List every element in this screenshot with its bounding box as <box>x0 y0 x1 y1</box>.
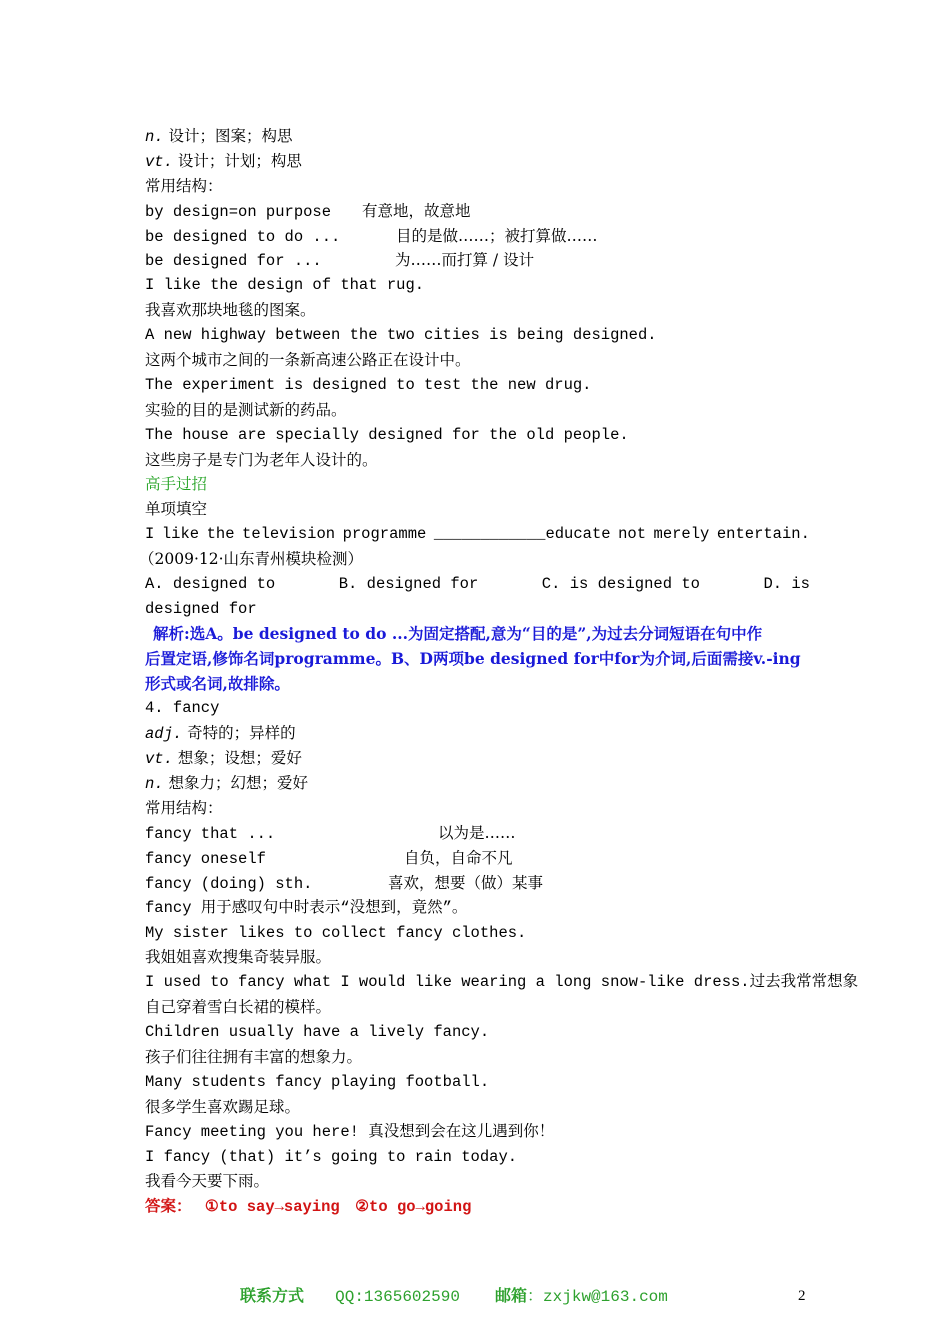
structure-row: fancy oneself 自负，自命不凡 <box>145 848 513 868</box>
page-number: 2 <box>798 1288 806 1304</box>
example-zh: 自己穿着雪白长裙的模样。 <box>145 998 332 1017</box>
structures-label: 常用结构： <box>145 176 223 195</box>
example-en: I like the design of that rug. <box>145 276 425 295</box>
analysis-line: 后置定语,修饰名词programme。B、D两项be designed for中for为介词,后面需接v.-ing <box>145 648 801 668</box>
example-en: Many students fancy playing football. <box>145 1072 490 1091</box>
usage-note: fancy 用于感叹句中时表示“没想到，竟然”。 <box>145 898 468 917</box>
structure-row: be designed to do ... 目的是做……；被打算做…… <box>145 226 598 246</box>
exercise-option-d-cont: designed for <box>145 599 257 618</box>
structure-row: be designed for ... 为……而打算 / 设计 <box>145 251 535 271</box>
footer-contact <box>240 1284 668 1308</box>
answer-label: 答案： <box>145 1196 192 1216</box>
exercise-type: 单项填空 <box>145 500 208 519</box>
example-zh: 很多学生喜欢踢足球。 <box>145 1097 301 1116</box>
exercise-question: I like the television programme ____________educate not merely entertain. <box>145 525 810 544</box>
definition-verb: vt. 想象；设想；爱好 <box>145 749 302 769</box>
example-en: Children usually have a lively fancy. <box>145 1023 490 1042</box>
example-zh: 实验的目的是测试新的药品。 <box>145 400 347 419</box>
example-zh: 这些房子是专门为老年人设计的。 <box>145 450 378 469</box>
structure-row: by design=on purpose 有意地，故意地 <box>145 201 471 221</box>
example-en: A new highway between the two cities is being designed. <box>145 326 657 345</box>
answer-line <box>145 1194 810 1219</box>
exercise-heading: 高手过招 <box>145 475 208 494</box>
example-zh: 我姐姐喜欢搜集奇装异服。 <box>145 948 332 967</box>
email-label: 邮箱 <box>495 1286 528 1305</box>
example-zh: 这两个城市之间的一条新高速公路正在设计中。 <box>145 351 471 370</box>
example-en: I fancy (that) it’s going to rain today. <box>145 1147 518 1166</box>
document-body <box>139 124 859 1219</box>
answer-item: ①to say→saying <box>204 1198 340 1217</box>
email-address: ：zxjkw@163.com <box>527 1288 668 1306</box>
definition-verb: vt. 设计；计划；构思 <box>145 151 302 171</box>
example-mixed: I used to fancy what I would like wearing a long snow-like dress.过去我常常想象 <box>145 973 859 992</box>
example-zh: 孩子们往往拥有丰富的想象力。 <box>145 1047 363 1066</box>
exercise-options: A. designed to B. designed for C. is designed to D. is <box>145 575 810 594</box>
analysis-line: 解析:选A。be designed to do ...为固定搭配,意为“目的是”,为过去分词短语在句中作 <box>153 623 763 643</box>
example-en: My sister likes to collect fancy clothes. <box>145 923 527 942</box>
definition-adj: adj. 奇特的；异样的 <box>145 724 296 744</box>
entry-heading: 4. fancy <box>145 699 220 718</box>
example-en: The house are specially designed for the old people. <box>145 425 629 444</box>
answer-item: ②to go→going <box>355 1198 472 1217</box>
analysis-line: 形式或名词,故排除。 <box>145 673 290 693</box>
exercise-source: （2009·12·山东青州模块检测） <box>139 550 364 569</box>
definition-noun: n. 设计；图案；构思 <box>145 127 293 146</box>
contact-label: 联系方式 <box>240 1286 305 1305</box>
qq-number: QQ:1365602590 <box>335 1288 460 1306</box>
structure-row: fancy that ... 以为是…… <box>145 823 516 843</box>
structures-label: 常用结构： <box>145 799 223 818</box>
example-en: The experiment is designed to test the new drug. <box>145 375 592 394</box>
structure-row: fancy (doing) sth. 喜欢，想要（做）某事 <box>145 873 544 893</box>
example-zh: 我看今天要下雨。 <box>145 1172 270 1191</box>
example-zh: 我喜欢那块地毯的图案。 <box>145 301 316 320</box>
example-mixed: Fancy meeting you here! 真没想到会在这儿遇到你！ <box>145 1122 555 1141</box>
definition-noun: n. 想象力；幻想；爱好 <box>145 774 309 794</box>
